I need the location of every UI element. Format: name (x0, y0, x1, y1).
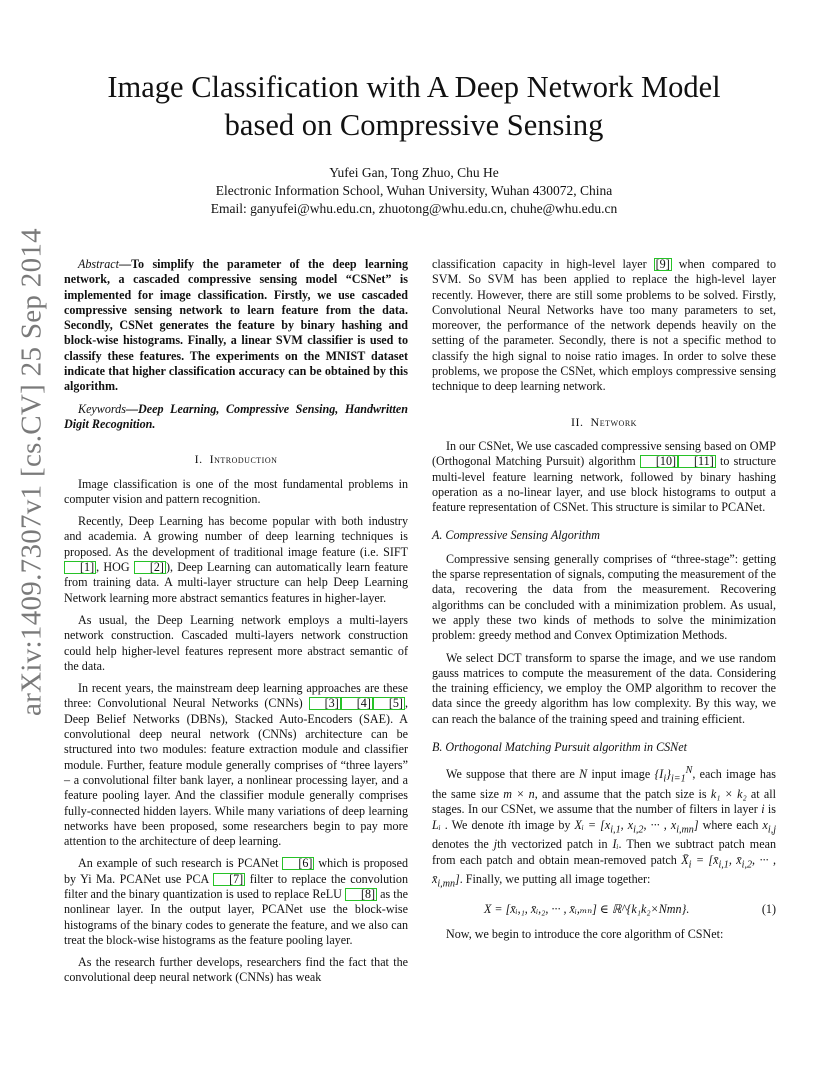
citation-link[interactable]: [5] (373, 697, 405, 710)
network-paragraph-1: In our CSNet, We use cascaded compressive sensing based on OMP (Orthogonal Matching Pursuit) algorithm [10] [11] to structure multi-level feature learning network, followed by binary hashing operation as a no-linear layer, and use block histograms to output a feature representation of CSNet. This structure is similar to PCANet. (432, 438, 776, 515)
intro-paragraph-4: In recent years, the mainstream deep learning approaches are these three: Convolutional Neural Networks (CNNs) [3] [4] [5] , Deep Belief Networks (DBNs), Stacked Auto-Encoders (SAE). A convolutional deep neural network (CNNs) architecture can be structured into two modules: feature extraction module and classifier module. Further, feature module generally comprises of “three layers” – a convolutional filter bank layer, a nonlinear processing layer, and a feature pooling layer. And the classifier module generally comprises fully-connected hidden layers. While many variations of deep learning networks have been proposed, some researchers begin to pay more attention to the architecture of deep learning. (64, 681, 408, 849)
arxiv-sidebar (12, 228, 52, 716)
equation-1-number: (1) (761, 902, 776, 917)
citation-link[interactable]: [11] (678, 455, 716, 468)
citation-link[interactable]: [9] (655, 257, 670, 271)
citation-link[interactable]: [2] (134, 561, 166, 574)
right-column (432, 257, 776, 950)
subsection-heading-cs: A. Compressive Sensing Algorithm (432, 528, 600, 543)
citation-link[interactable]: [4] (341, 697, 373, 710)
cs-paragraph-2: We select DCT transform to sparse the image, and we use random gauss matrices to compute the measurement of the data. Considering the training efficiency, we employ the OMP algorithm to recover the data since the greedy algorithm has low complexity. By this way, we can reach the balance of the training speed and training efficient. (432, 650, 776, 726)
subsection-heading-omp: B. Orthogonal Matching Pursuit algorithm in CSNet (432, 740, 687, 755)
citation-link[interactable]: [7] (213, 873, 245, 886)
citation-link[interactable]: [1] (64, 561, 96, 574)
citation-link[interactable]: [6] (282, 857, 314, 870)
intro-paragraph-3: As usual, the Deep Learning network employs a multi-layers network construction. Cascaded multi-layers network construction could help higher-level features represent more abstract semantic of the data. (64, 612, 408, 673)
title-line-2: based on Compressive Sensing (224, 108, 604, 142)
intro-paragraph-1: Image classification is one of the most fundamental problems in computer vision and pattern recognition. (64, 476, 408, 506)
author-email: Email: ganyufei@whu.edu.cn, zhuotong@whu.edu.cn, chuhe@whu.edu.cn (210, 201, 618, 216)
equation-1 (432, 902, 776, 917)
keywords: Keywords—Deep Learning, Compressive Sensing, Handwritten Digit Recognition. (64, 401, 408, 431)
citation-link[interactable]: [10] (640, 455, 678, 468)
citation-link[interactable]: [8] (345, 888, 377, 901)
omp-paragraph-1: We suppose that there are N input image $\{I_i\}_{i=1}^N$, each image has the same size m × n, and assume that the patch size is k₁ × k₂ at all stages. In our CSNet, we assume that the number of filters in layer i is Lᵢ . We denote ith image by Xᵢ = [$x_{i,1}$, $x_{i,2}$, ··· , $x_{i,mn}$] where each $x_{i,j}$ denotes the jth vectorized patch in Iᵢ. Then we subtract patch mean from each patch and obtain mean-removed patch $X̄_i$ = [$x̄_{i,1}$, $x̄_{i,2}$, ··· , $x̄_{i,mn}$]. Finally, we putting all image together: (432, 765, 777, 890)
title-line-1: Image Classification with A Deep Network Model (107, 70, 721, 104)
left-column (64, 257, 408, 993)
author-block (64, 164, 764, 218)
paper-title (64, 68, 764, 144)
intro-paragraph-5: An example of such research is PCANet [6] which is proposed by Yi Ma. PCANet use PCA [7] filter to replace the convolution filter and the binary quantization is used to replace ReLU [8] as the nonlinear layer. In the output layer, PCANet use the block-wise histograms of the binary codes to generate the feature, and we also can treat the block-wise histograms as the feature pooling layer. (64, 856, 409, 947)
intro-paragraph-2: Recently, Deep Learning has become popular with both industry and academia. A growing number of deep learning techniques is proposed. As the development of traditional image feature (i.e. SIFT [1] , HOG [2] ), Deep Learning can automatically learn feature from training data. A multi-layer structure can help Deep Learning Network learning more abstract semantics features in higher-layer. (64, 514, 408, 605)
section-heading-network: II. Network (571, 414, 637, 429)
intro-paragraph-6-continued: classification capacity in high-level layer [9] when compared to SVM. So SVM has been applied to replace the high-level layer recently. However, there are still some problems to be solved. Firstly, Convolutional Neural Networks have too many parameters to set, moreover, the performance of the network depends heavily on the setting of the parameter. Secondly, there is not a specific method to classify the high signal to noise ratio images. In order to solve these problems, we propose the CSNet, which employs compressive sensing technique to deep learning network. (432, 257, 776, 394)
author-affiliation: Electronic Information School, Wuhan University, Wuhan 430072, China (215, 183, 613, 198)
cs-paragraph-1: Compressive sensing generally comprises of “three-stage”: getting the sparse representation of signals, computing the measurement of the data, recovering the data from the measurement. Recovering algorithms can be concluded with a minimization problem. As usual, we apply these two kinds of methods to solve the minimization problem: greedy method and Convex Optimization Methods. (432, 551, 776, 643)
equation-1-body: X = [x̄ᵢ,₁, x̄ᵢ,₂, ··· , x̄ᵢ,ₘₙ] ∈ ℝ^{k₁k₂×Nmn}. (484, 902, 690, 917)
omp-paragraph-2: Now, we begin to introduce the core algorithm of CSNet: (446, 927, 724, 942)
arxiv-identifier: arXiv:1409.7307v1 [cs.CV] 25 Sep 2014 (15, 228, 48, 716)
abstract: Abstract—To simplify the parameter of the deep learning network, a cascaded compressive sensing model “CSNet” is implemented for image classification. Firstly, we use cascaded compressive sensing network to learn feature from the data. Secondly, CSNet generates the feature by binary hashing and block-wise histograms. Finally, a linear SVM classifier is used to classify these features. The experiments on the MNIST dataset indicate that higher classification accuracy can be obtained by this algorithm. (64, 257, 408, 394)
section-heading-introduction: I. Introduction (194, 452, 278, 467)
intro-paragraph-6: As the research further develops, researchers find the fact that the convolutional deep neural network (CNNs) has weak (64, 955, 408, 985)
author-names: Yufei Gan, Tong Zhuo, Chu He (329, 165, 499, 180)
citation-link[interactable]: [3] (309, 697, 341, 710)
